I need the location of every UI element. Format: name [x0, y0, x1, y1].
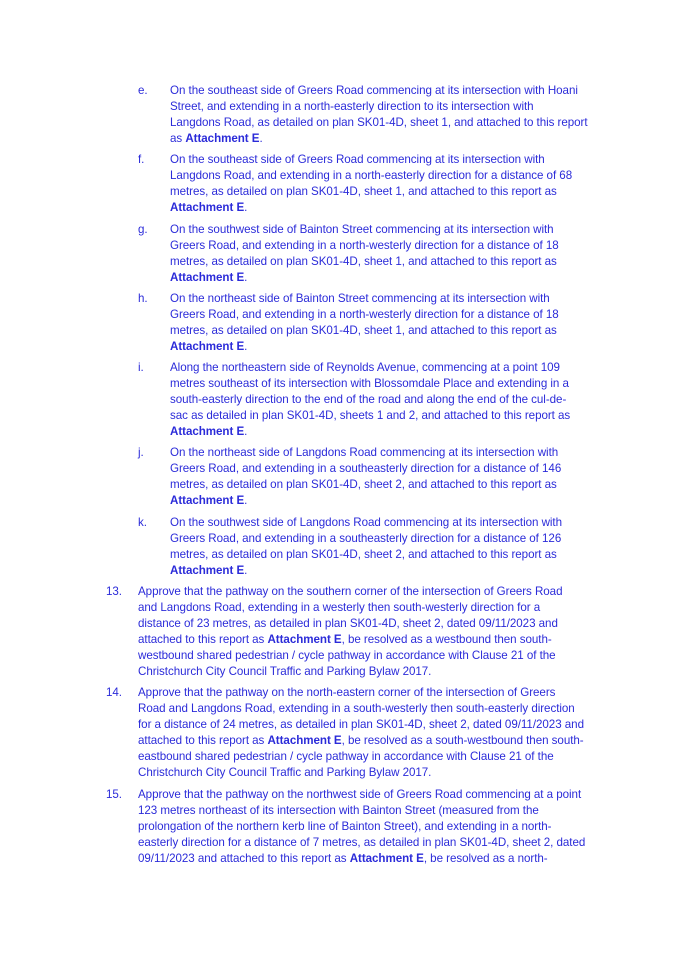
item-marker: f.	[138, 153, 145, 166]
attachment-reference: Attachment E	[267, 733, 342, 747]
item-text: Approve that the pathway on the north-eastern corner of the intersection of Greers Road and Langdons Road, extending in a south-westerly then south-easterly direction for a distance of 24 metres, as detailed in plan SK01-4D, sheet 2, dated 09/11/2023 and attached to this report as Attachment E, be resolved as a south-westbound then south- eastbound shared pedestrian / cycle pathway in accordance with Clause 21 of the Christchurch City Council Traffic and Parking Bylaw 2017.	[138, 686, 584, 779]
item-text: On the southwest side of Bainton Street commencing at its intersection with Greers Road, and extending in a north-westerly direction for a distance of 18 metres, as detailed on plan SK01-4D, sheet 1, and attached to this report as Attachment E.	[170, 223, 559, 284]
item-number: 14.	[106, 686, 122, 699]
item-marker: i.	[138, 361, 144, 374]
item-text: Approve that the pathway on the northwest side of Greers Road commencing at a point 123 metres northeast of its intersection with Bainton Street (measured from the prolongation of the northern kerb line of Bainton Street), and extending in a north- easterly direction for a distance of 7 metres, as detailed in plan SK01-4D, sheet 2, dated 09/11/2023 and attached to this report as Attachment E, be resolved as a north-	[138, 788, 586, 865]
attachment-reference: Attachment E	[170, 424, 245, 438]
item-marker: g.	[138, 223, 148, 236]
item-marker: h.	[138, 292, 148, 305]
item-text: On the northeast side of Bainton Street commencing at its intersection with Greers Road, and extending in a north-westerly direction for a distance of 18 metres, as detailed on plan SK01-4D, sheet 1, and attached to this report as Attachment E.	[170, 292, 559, 353]
attachment-reference: Attachment E	[267, 632, 342, 646]
item-number: 13.	[106, 585, 122, 598]
attachment-reference: Attachment E	[185, 131, 260, 145]
attachment-reference: Attachment E	[170, 200, 245, 214]
attachment-reference: Attachment E	[170, 339, 245, 353]
item-marker: e.	[138, 84, 148, 97]
item-text: On the southwest side of Langdons Road commencing at its intersection with Greers Road, and extending in a southeasterly direction for a distance of 126 metres, as detailed on plan SK01-4D, sheet 2, and attached to this report as Attachment E.	[170, 516, 562, 577]
item-number: 15.	[106, 788, 122, 801]
item-text: Along the northeastern side of Reynolds Avenue, commencing at a point 109 metres southeast of its intersection with Blossomdale Place and extending in a south-easterly direction to the end of the road and along the end of the cul-de- sac as detailed in plan SK01-4D, sheets 1 and 2, and attached to this report as Attachment E.	[170, 361, 571, 438]
item-text: Approve that the pathway on the southern corner of the intersection of Greers Road and Langdons Road, extending in a westerly then south-westerly direction for a distance of 23 metres, as detailed in plan SK01-4D, sheet 2, dated 09/11/2023 and attached to this report as Attachment E, be resolved as a westbound then south- westbound shared pedestrian / cycle pathway in accordance with Clause 21 of the Christchurch City Council Traffic and Parking Bylaw 2017.	[138, 585, 563, 678]
attachment-reference: Attachment E	[170, 563, 245, 577]
item-text: On the southeast side of Greers Road commencing at its intersection with Langdons Road, and extending in a north-easterly direction for a distance of 68 metres, as detailed on plan SK01-4D, sheet 1, and attached to this report as Attachment E.	[170, 153, 573, 214]
attachment-reference: Attachment E	[349, 851, 424, 865]
item-marker: k.	[138, 516, 147, 529]
attachment-reference: Attachment E	[170, 493, 245, 507]
attachment-reference: Attachment E	[170, 270, 245, 284]
item-text: On the southeast side of Greers Road commencing at its intersection with Hoani Street, and extending in a north-easterly direction to its intersection with Langdons Road, as detailed on plan SK01-4D, sheet 1, and attached to this report as Attachment E.	[170, 84, 588, 145]
item-text: On the northeast side of Langdons Road commencing at its intersection with Greers Road, and extending in a southeasterly direction for a distance of 146 metres, as detailed on plan SK01-4D, sheet 2, and attached to this report as Attachment E.	[170, 446, 562, 507]
item-marker: j.	[138, 446, 144, 459]
